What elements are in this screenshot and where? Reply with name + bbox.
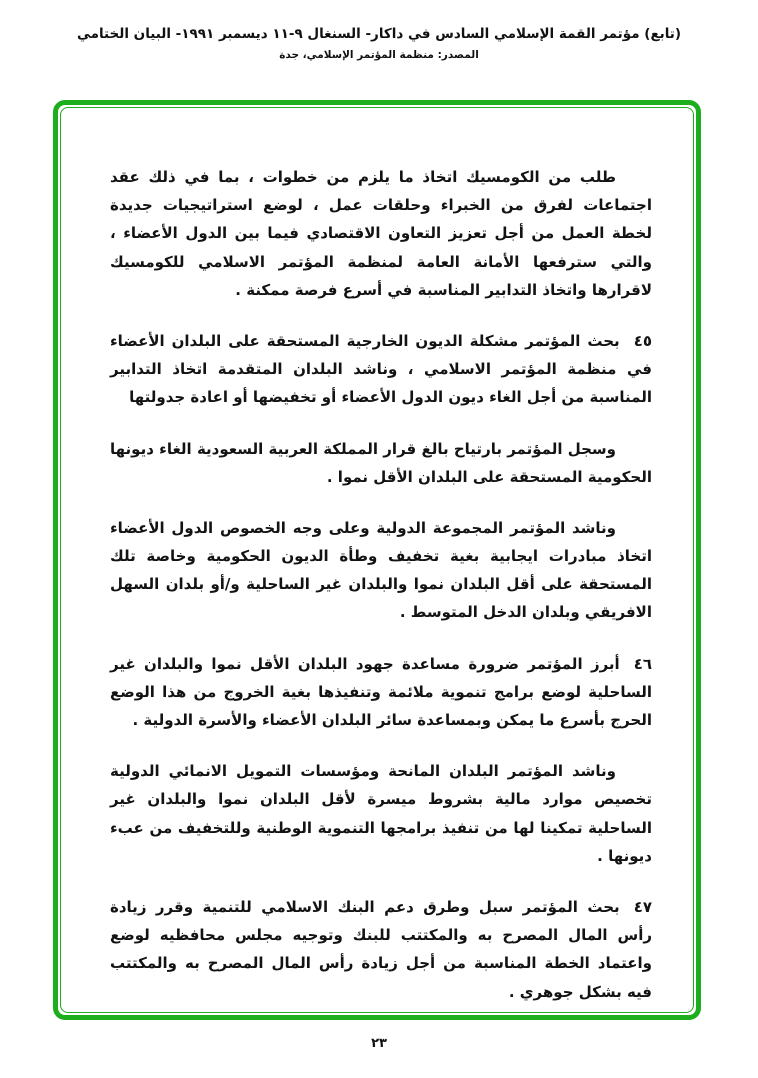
paragraph	[110, 327, 652, 412]
paragraph	[110, 650, 652, 735]
paragraph-text: أبرز المؤتمر ضرورة مساعدة جهود البلدان الأقل نموا والبلدان غير الساحلية لوضع برامج تنموية ملائمة وتنفيذها بغية الخروج من هذا الوضع الحرج بأسرع ما يمكن وبمساعدة سائر البلدان الأعضاء والأسرة الدولية .	[110, 654, 652, 729]
paragraph-text: طلب من الكومسيك اتخاذ ما يلزم من خطوات ، بما في ذلك عقد اجتماعات لفرق من الخبراء وحلقات عمل ، لوضع استراتيجيات جديدة لخطة العمل من أجل تعزيز التعاون الاقتصادي فيما بين الدول الأعضاء ، والتي سترفعها الأمانة العامة لمنظمة المؤتمر الاسلامي للكومسيك لاقرارها واتخاذ التدابير المناسبة في أسرع فرصة ممكنة .	[110, 168, 652, 299]
document-title: (تابع) مؤتمر القمة الإسلامي السادس في داكار- السنغال ٩-١١ ديسمبر ١٩٩١- البيان الختامي	[76, 26, 682, 42]
paragraph-number: ٤٥	[633, 331, 652, 350]
page-header	[0, 26, 758, 62]
document-body	[110, 163, 652, 1029]
green-border-frame	[53, 100, 701, 1020]
paragraph-text: وناشد المؤتمر البلدان المانحة ومؤسسات التمويل الانمائي الدولية تخصيص موارد مالية بشروط ميسرة لأقل البلدان نموا والبلدان غير الساحلية تمكينا لها من تنفيذ برامجها التنموية الوطنية وللتخفيف من عبء ديونها .	[110, 762, 652, 865]
paragraph-text: وناشد المؤتمر المجموعة الدولية وعلى وجه الخصوص الدول الأعضاء اتخاذ مبادرات ايجابية بغية تخفيف وطأة الديون الحكومية وخاصة تلك المستحقة على أقل البلدان نموا والبلدان غير الساحلية و/أو بلدان السهل الافريقي وبلدان الدخل المتوسط .	[110, 518, 652, 622]
paragraph	[110, 163, 652, 304]
paragraph-text: بحث المؤتمر سبل وطرق دعم البنك الاسلامي للتنمية وقرر زيادة رأس المال المصرح به والمكتتب للبنك وتوجيه مجلس محافظيه لوضع واعتماد الخطة المناسبة من أجل زيادة رأس المال المصرح به والمكتتب فيه بشكل جوهري .	[110, 897, 652, 1001]
page-number: ٢٣	[371, 1036, 387, 1051]
paragraph	[110, 435, 652, 491]
source-line: المصدر: منظمة المؤتمر الإسلامي، جدة	[279, 49, 479, 61]
paragraph	[110, 893, 652, 1006]
paragraph-number: ٤٦	[633, 654, 652, 673]
paragraph	[110, 757, 652, 870]
paragraph	[110, 514, 652, 627]
paragraph-text: بحث المؤتمر مشكلة الديون الخارجية المستحقة على البلدان الأعضاء في منظمة المؤتمر الاسلامي ، وناشد البلدان المتقدمة اتخاذ التدابير المناسبة من أجل الغاء ديون الدول الأعضاء أو تخفيضها أو اعادة جدولتها	[110, 331, 652, 407]
paragraph-text: وسجل المؤتمر بارتياح بالغ قرار المملكة العربية السعودية الغاء ديونها الحكومية المستحقة على البلدان الأقل نموا .	[110, 439, 652, 486]
paragraph-number: ٤٧	[633, 897, 652, 916]
